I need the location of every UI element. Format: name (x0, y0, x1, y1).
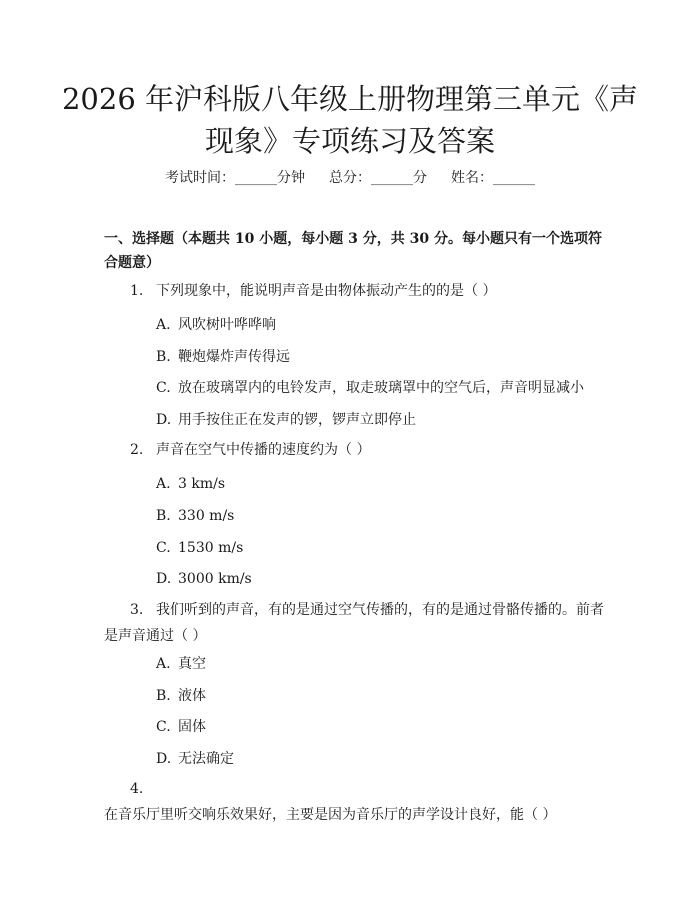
option-text: 风吹树叶哗哗响 (178, 317, 276, 333)
option-text: 无法确定 (178, 751, 234, 767)
option-letter: A. (156, 656, 171, 672)
option-letter: D. (156, 412, 172, 428)
question-text: 在音乐厅里听交响乐效果好，主要是因为音乐厅的声学设计良好，能（ ） (104, 807, 557, 823)
exam-info (0, 168, 700, 188)
option-text: 1530 m/s (178, 540, 244, 556)
option-b (156, 686, 206, 706)
student-name: 姓名：______ (451, 170, 535, 186)
option-d (156, 410, 416, 430)
option-c (156, 717, 206, 737)
option-letter: D. (156, 751, 172, 767)
question-number: 4. (130, 781, 144, 797)
question-number: 1. (130, 283, 144, 299)
question-text: 我们听到的声音，有的是通过空气传播的，有的是通过骨骼传播的。前者是声音通过（ ） (104, 602, 604, 644)
title-line-2: 现象》专项练习及答案 (204, 124, 495, 158)
question-1 (104, 278, 604, 304)
question-3 (104, 597, 604, 649)
option-d (156, 749, 234, 769)
option-b (156, 347, 290, 367)
option-text: 真空 (178, 656, 206, 672)
option-c (156, 538, 243, 558)
option-c (156, 378, 584, 398)
option-letter: B. (156, 688, 171, 704)
option-text: 用手按住正在发声的锣，锣声立即停止 (178, 412, 416, 428)
option-a (156, 474, 225, 494)
option-letter: A. (156, 476, 171, 492)
option-letter: B. (156, 508, 171, 524)
option-text: 3000 km/s (178, 571, 252, 587)
question-2 (104, 437, 604, 463)
option-text: 鞭炮爆炸声传得远 (178, 349, 290, 365)
option-text: 液体 (178, 688, 206, 704)
option-letter: C. (156, 719, 171, 735)
question-4 (104, 776, 604, 828)
page-title (60, 78, 640, 162)
option-letter: A. (156, 317, 171, 333)
option-text: 放在玻璃罩内的电铃发声，取走玻璃罩中的空气后，声音明显减小 (178, 380, 584, 396)
option-letter: B. (156, 349, 171, 365)
option-b (156, 506, 234, 526)
exam-total-score: 总分：______分 (329, 170, 427, 186)
title-line-1: 2026 年沪科版八年级上册物理第三单元《声 (61, 82, 639, 116)
option-a (156, 315, 276, 335)
question-number: 2. (130, 442, 144, 458)
option-letter: C. (156, 540, 171, 556)
option-text: 3 km/s (178, 476, 226, 492)
option-d (156, 569, 252, 589)
option-text: 固体 (178, 719, 206, 735)
option-letter: C. (156, 380, 171, 396)
option-text: 330 m/s (178, 508, 235, 524)
question-number: 3. (130, 602, 144, 618)
option-letter: D. (156, 571, 172, 587)
section-heading: 一、选择题（本题共 10 小题，每小题 3 分，共 30 分。每小题只有一个选项符合题意） (104, 231, 602, 271)
option-a (156, 654, 206, 674)
question-text: 声音在空气中传播的速度约为（ ） (156, 442, 371, 458)
exam-time: 考试时间：______分钟 (165, 170, 305, 186)
question-text: 下列现象中，能说明声音是由物体振动产生的的是（ ） (156, 283, 497, 299)
